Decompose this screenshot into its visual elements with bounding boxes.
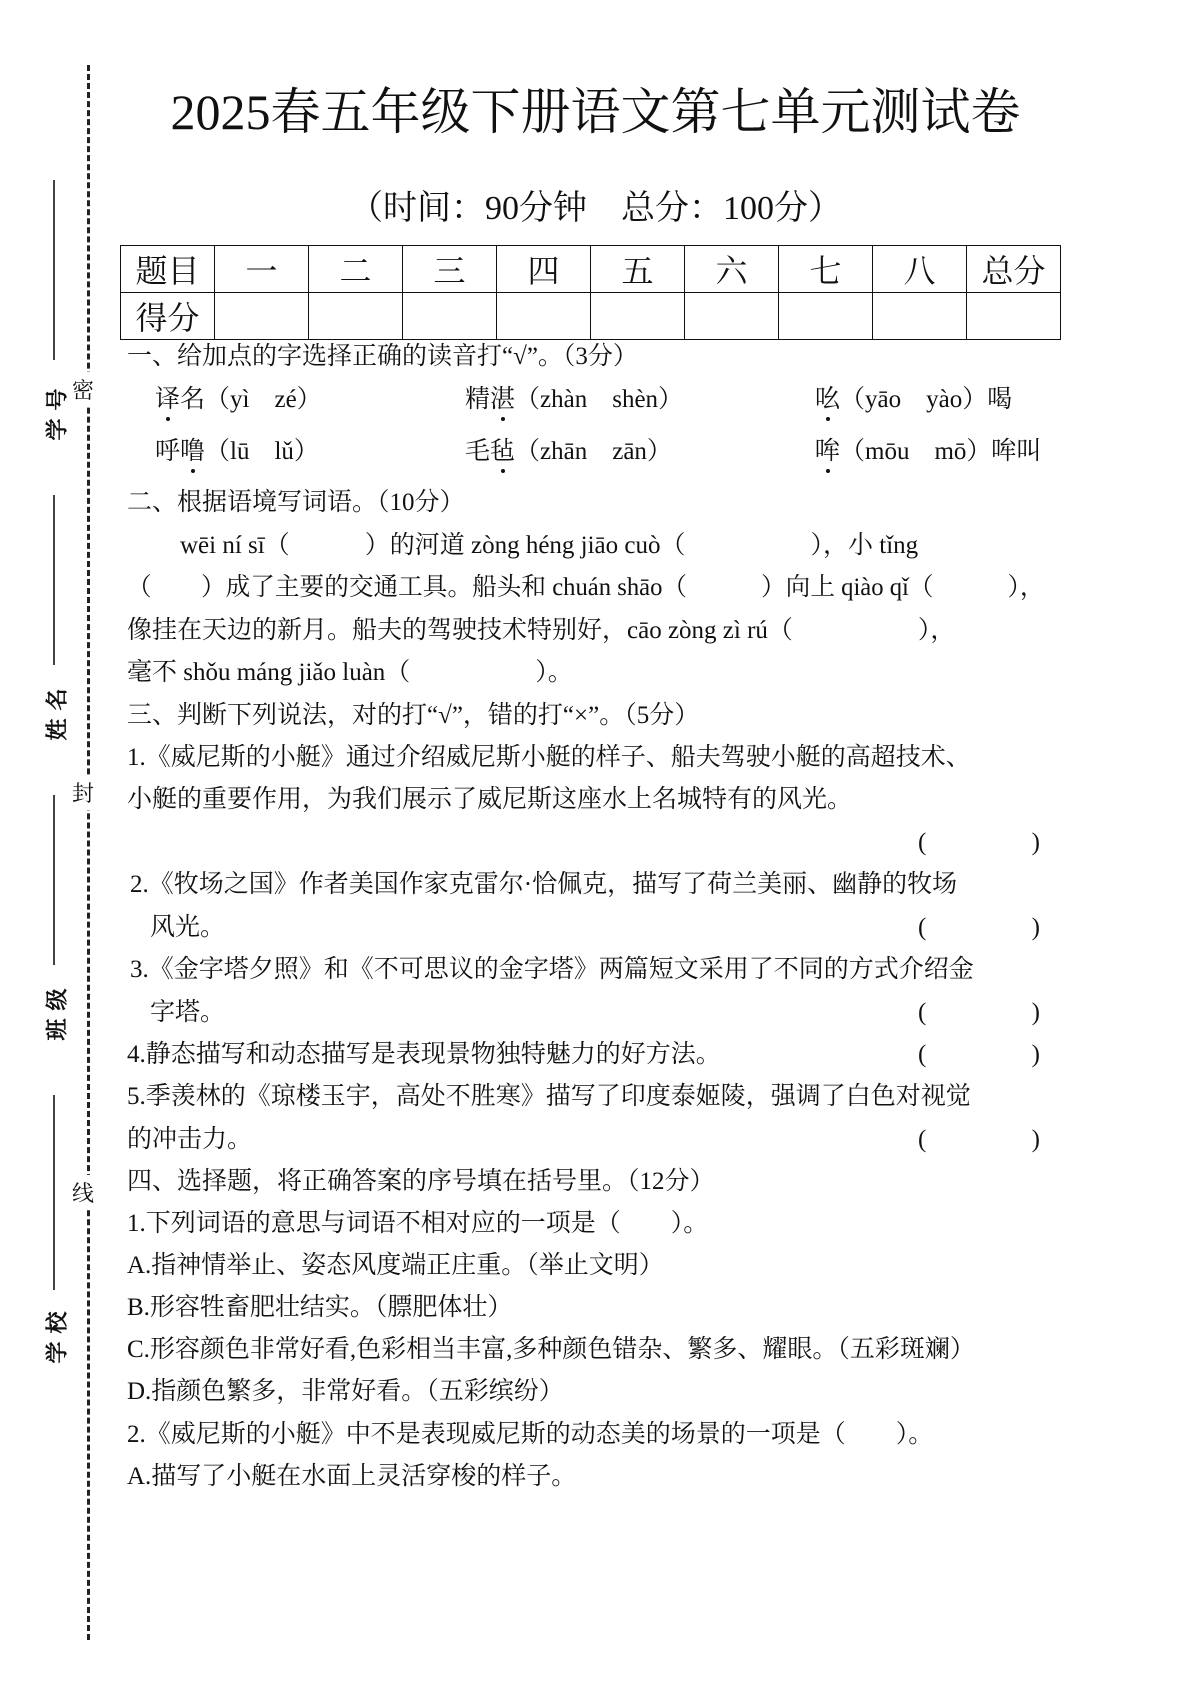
choice-q1-stem: 1.下列词语的意思与词语不相对应的一项是（ ）。 [127,1210,709,1237]
judge-item-1-cont: 小艇的重要作用，为我们展示了威尼斯这座水上名城特有的风光。 [127,786,853,813]
judge-item-2-cont: 风光。 [150,914,226,941]
word-part: 精 [465,386,491,413]
judge-answer-1[interactable] [918,828,1040,858]
paren: ) [1031,829,1040,856]
paren: ( [918,1041,927,1068]
seal-char-feng: 封 [72,775,94,810]
score-cell[interactable] [873,293,967,340]
header-cell: 四 [497,246,591,293]
section2-line: （ ）成了主要的交通工具。船头和 chuán shāo（ ）向上 qiào qǐ（ ）， [127,574,1045,601]
section4-heading: 四、选择题，将正确答案的序号填在括号里。（12分） [127,1168,715,1195]
paren: ) [1031,1126,1040,1153]
score-cell[interactable] [591,293,685,340]
dotted-char: 吆 [815,386,841,413]
header-cell: 二 [309,246,403,293]
judge-answer-2[interactable] [918,913,1040,943]
judge-answer-3[interactable] [918,998,1040,1028]
header-cell: 总分 [967,246,1061,293]
section2-line: 像挂在天边的新月。船夫的驾驶技术特别好，cāo zòng zì rú（ ）， [127,617,956,644]
section3-heading: 三、判断下列说法，对的打“√”，错的打“×”。（5分） [127,702,700,729]
pinyin-options[interactable]: （lū lǔ） [205,438,319,465]
choice-q1-option-b: B.形容牲畜肥壮结实。（膘肥体壮） [127,1294,513,1321]
choice-q2-option-a: A.描写了小艇在水面上灵活穿梭的样子。 [127,1463,577,1490]
dotted-char: 毡 [490,438,516,465]
score-cell[interactable] [215,293,309,340]
judge-item-2: 2.《牧场之国》作者美国作家克雷尔·恰佩克，描写了荷兰美丽、幽静的牧场 [130,871,958,898]
score-table [120,245,1061,340]
paren: ) [1031,1041,1040,1068]
word-part: 哞叫 [991,438,1042,465]
score-cell[interactable] [967,293,1061,340]
header-cell: 题目 [121,246,215,293]
school-label: 学校 [44,1303,70,1364]
student-id-label: 学号 [44,380,70,441]
class-line [53,795,55,965]
word-part: 名 [180,386,206,413]
header-cell: 五 [591,246,685,293]
word-part: 呼 [155,438,181,465]
judge-item-5-cont: 的冲击力。 [127,1126,253,1153]
score-table-header [121,246,1061,293]
choice-q2-stem: 2.《威尼斯的小艇》中不是表现威尼斯的动态美的场景的一项是（ ）。 [127,1421,934,1448]
paren: ) [1031,999,1040,1026]
judge-item-5: 5.季羡林的《琼楼玉宇，高处不胜寒》描写了印度泰姬陵，强调了白色对视觉 [127,1083,971,1110]
choice-q1-option-d: D.指颜色繁多，非常好看。（五彩缤纷） [127,1378,564,1405]
pinyin-item [815,385,1012,415]
class-label: 班级 [44,980,70,1041]
paren: ( [918,914,927,941]
word-part: 毛 [465,438,491,465]
page-title: 2025春五年级下册语文第七单元测试卷 [170,84,1021,140]
pinyin-item [155,385,322,415]
pinyin-options[interactable]: （mōu mō） [840,438,992,465]
pinyin-options[interactable]: （zhàn shèn） [515,386,684,413]
section1-heading: 一、给加点的字选择正确的读音打“√”。（3分） [127,343,638,370]
school-line [53,1095,55,1290]
name-line [53,495,55,665]
header-cell: 七 [779,246,873,293]
row-label: 得分 [121,293,215,340]
word-part: 喝 [987,386,1013,413]
dotted-char: 译 [155,386,181,413]
paren: ( [918,1126,927,1153]
header-cell: 八 [873,246,967,293]
paren: ) [1031,914,1040,941]
section2-heading: 二、根据语境写词语。（10分） [127,489,465,516]
pinyin-item [155,437,319,467]
judge-item-4: 4.静态描写和动态描写是表现景物独特魅力的好方法。 [127,1041,721,1068]
score-cell[interactable] [403,293,497,340]
header-cell: 一 [215,246,309,293]
choice-q1-option-c: C.形容颜色非常好看,色彩相当丰富,多种颜色错杂、繁多、耀眼。（五彩斑斓） [127,1336,975,1363]
score-cell[interactable] [309,293,403,340]
section2-line: wēi ní sī（ ）的河道 zòng héng jiāo cuò（ ），小 tǐng [180,532,919,559]
paren: ( [918,999,927,1026]
seal-char-mi: 密 [72,372,94,407]
pinyin-options[interactable]: （yì zé） [205,386,322,413]
header-cell: 三 [403,246,497,293]
pinyin-item [815,437,1041,467]
binding-dashed-line [87,65,90,1640]
score-cell[interactable] [779,293,873,340]
section2-line: 毫不 shǒu máng jiǎo luàn（ ）。 [127,659,573,686]
pinyin-item [465,385,683,415]
name-label: 姓名 [44,680,70,741]
dotted-char: 湛 [490,386,516,413]
seal-char-xian: 线 [72,1175,94,1210]
judge-item-3: 3.《金字塔夕照》和《不可思议的金字塔》两篇短文采用了不同的方式介绍金 [130,956,974,983]
exam-info: （时间：90分钟 总分：100分） [349,190,842,227]
judge-answer-5[interactable] [918,1125,1040,1155]
pinyin-options[interactable]: （yāo yào） [840,386,988,413]
header-cell: 六 [685,246,779,293]
dotted-char: 哞 [815,438,841,465]
paren: ( [918,829,927,856]
pinyin-options[interactable]: （zhān zān） [515,438,672,465]
score-cell[interactable] [497,293,591,340]
score-table-row [121,293,1061,340]
score-cell[interactable] [685,293,779,340]
judge-item-1: 1.《威尼斯的小艇》通过介绍威尼斯小艇的样子、船夫驾驶小艇的高超技术、 [127,744,971,771]
judge-answer-4[interactable] [918,1040,1040,1070]
judge-item-3-cont: 字塔。 [150,999,226,1026]
pinyin-item [465,437,672,467]
choice-q1-option-a: A.指神情举止、姿态风度端正庄重。（举止文明） [127,1252,664,1279]
dotted-char: 噜 [180,438,206,465]
